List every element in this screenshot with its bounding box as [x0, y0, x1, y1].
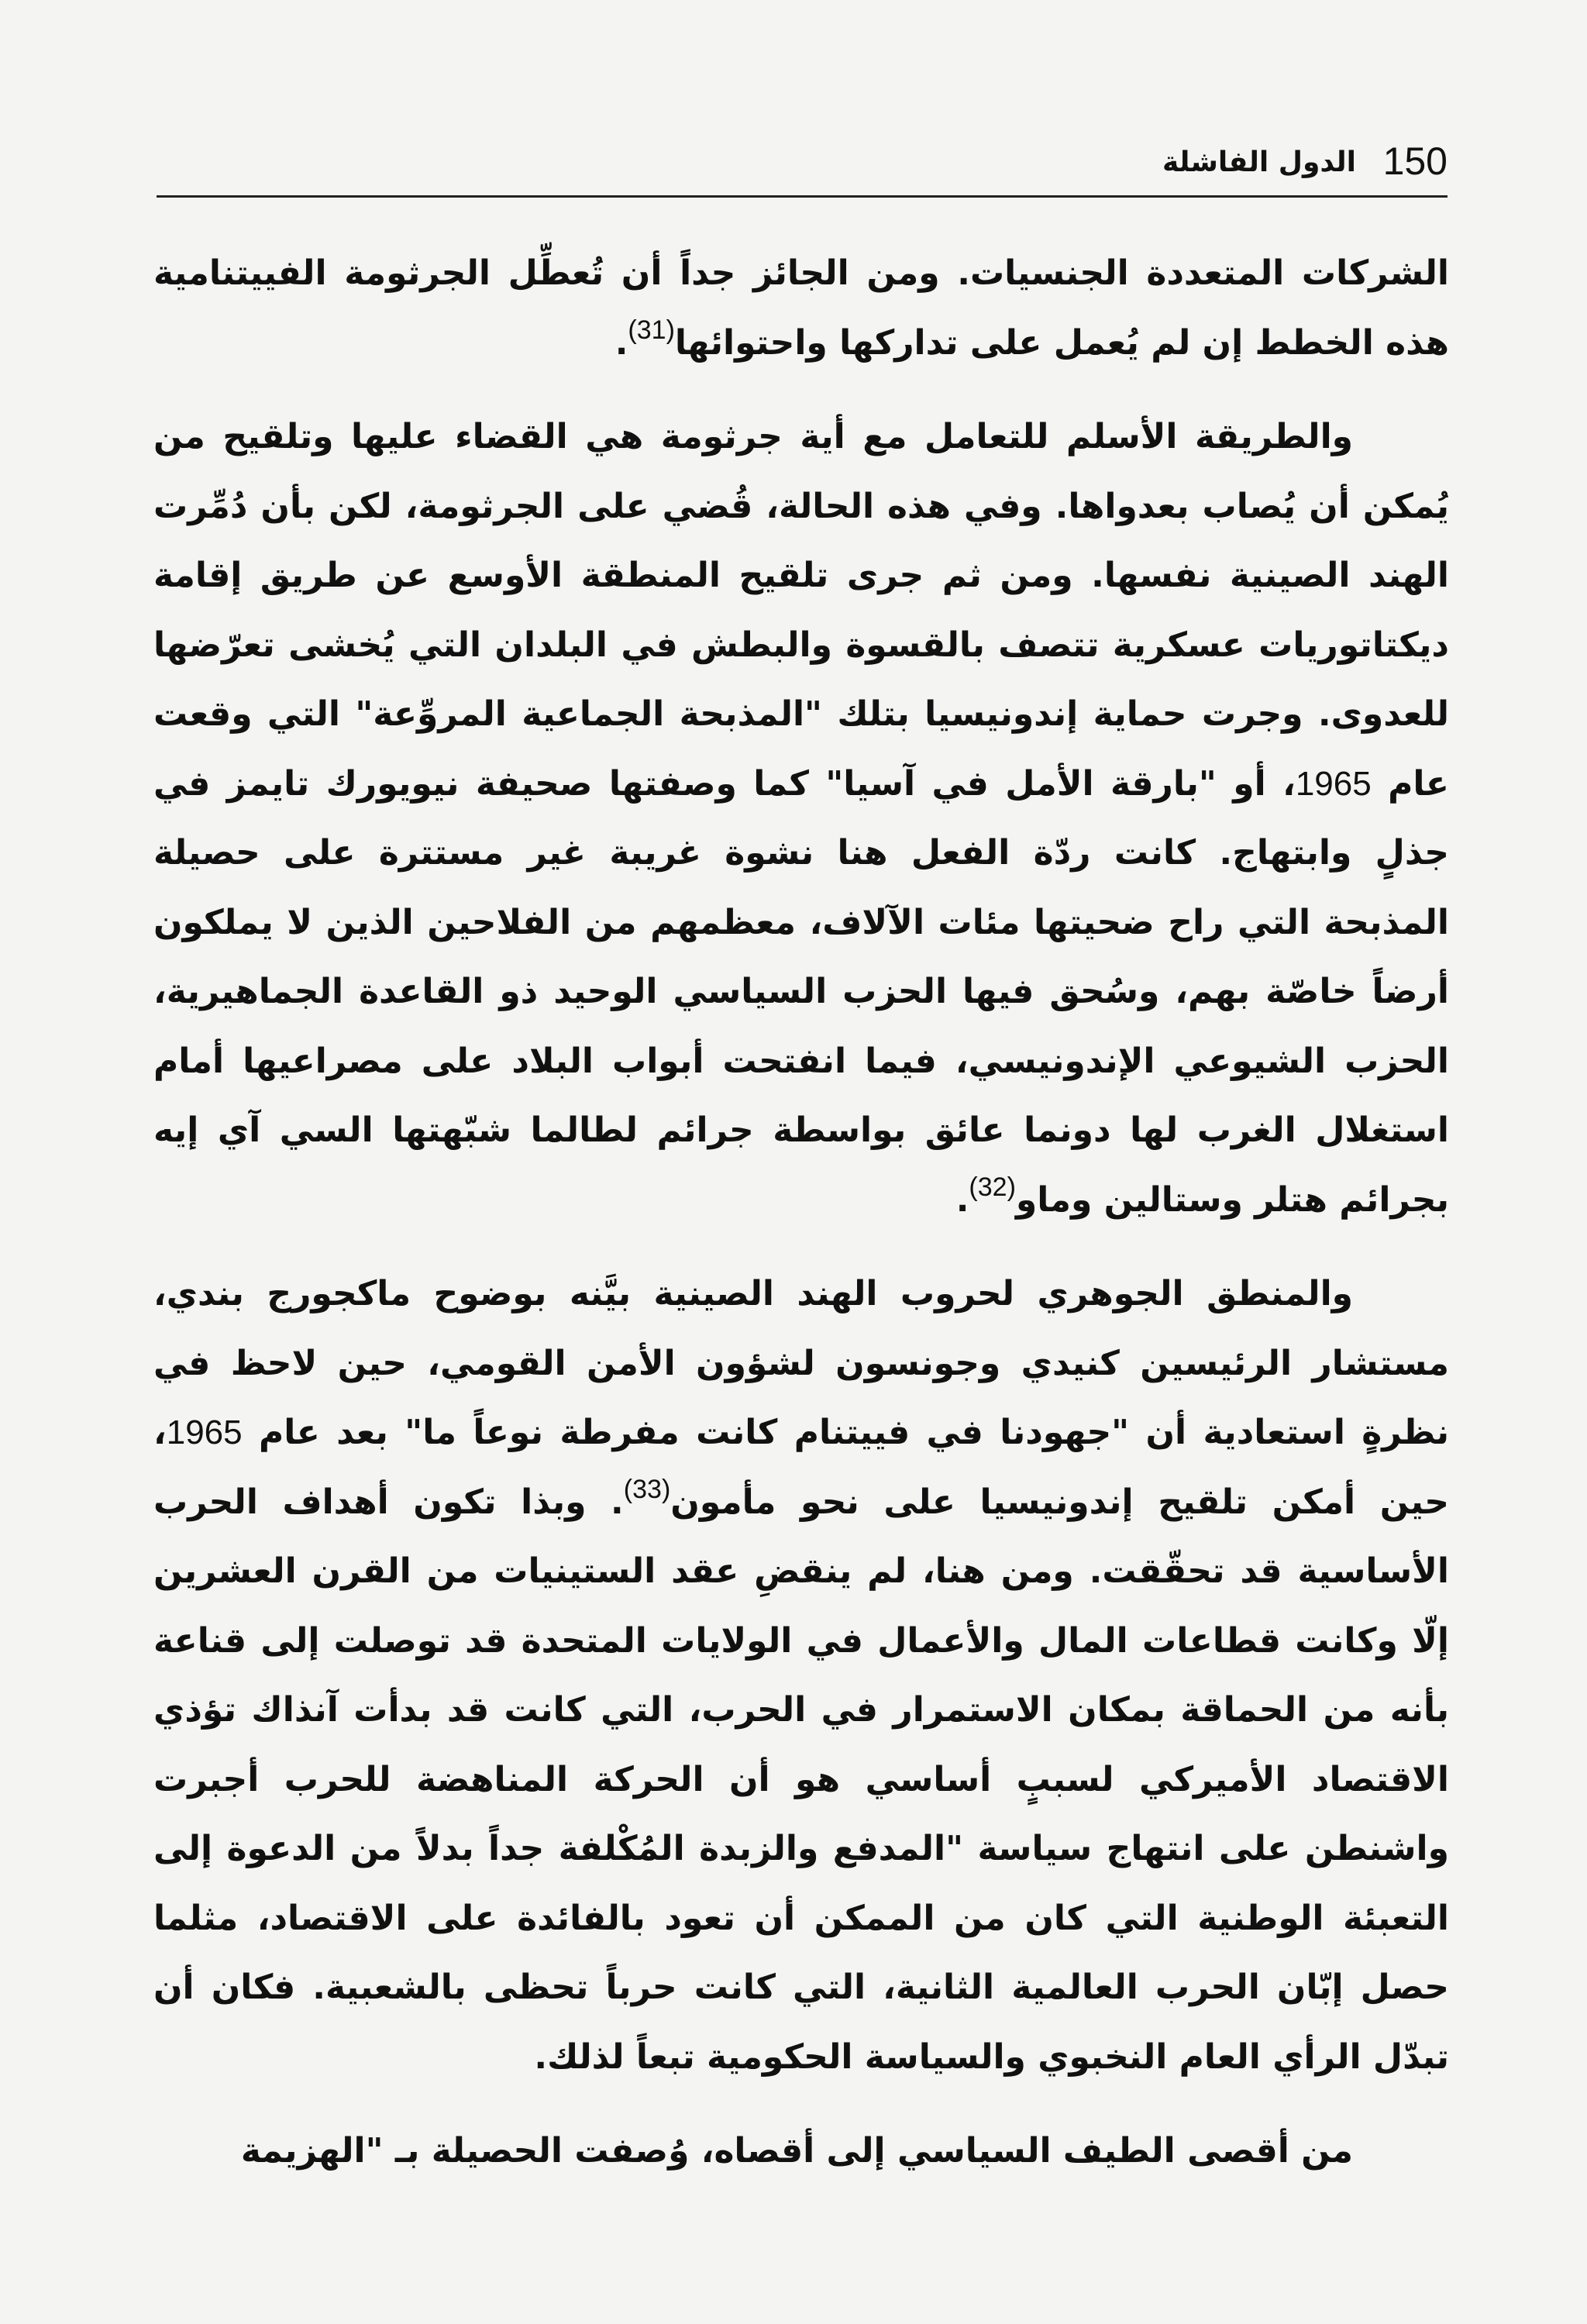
body-text: [153, 239, 1449, 2186]
paragraph: [153, 1259, 1449, 2092]
paragraph: [153, 2116, 1449, 2186]
paragraph-text: ، حين أمكن تلقيح إندونيسيا على نحو مأمون: [153, 1413, 1449, 1522]
paragraph: [153, 402, 1449, 1234]
running-title: الدول الفاشلة: [1162, 146, 1356, 178]
page-number: 150: [1382, 139, 1448, 183]
paragraph-text: .: [614, 322, 628, 363]
paragraph-text: في جذلٍ وابتهاج. كانت ردّة الفعل هنا نشوة غريبة غير مستترة على حصيلة المذبحة التي راح ضحيتها مئات الآلاف، معظمهم من الفلاحين الذين لا يملكون أرضاً خاصّة بهم، وسُحق فيها الحزب السياسي الوحيد ذو القاعدة الجماهيرية، الحزب الشيوعي الإندونيسي، فيما انفتحت أبواب البلاد على مصراعيها أمام استغلال الغرب لها دونما عائق بواسطة جرائم لطالما شبّهتها السي آي إيه بجرائم هتلر وستالين وماو: [153, 763, 1449, 1220]
paragraph-text: .: [955, 1179, 969, 1220]
header-rule: [157, 195, 1448, 198]
number-text: 1965: [1295, 764, 1372, 803]
footnote-marker: (32): [969, 1172, 1016, 1202]
paragraph-text: الشركات المتعددة الجنسيات. ومن الجائز جداً أن تُعطِّل الجرثومة الفييتنامية هذه الخطط إن لم يُعمل على تداركها واحتوائها: [153, 253, 1449, 363]
paragraph: [153, 239, 1449, 377]
paragraph-text: والمنطق الجوهري لحروب الهند الصينية بيَّنه بوضوح ماكجورج بندي، مستشار الرئيسين كنيدي وجونسون لشؤون الأمن القومي، حين لاحظ في نظرةٍ استعادية أن "جهودنا في فييتنام كانت مفرطة نوعاً ما" بعد عام: [153, 1274, 1449, 1452]
footnote-marker: (31): [628, 315, 675, 345]
emphasized-text: نيويورك تايمز: [226, 763, 460, 804]
page-header: [157, 138, 1448, 189]
paragraph-text: . وبذا تكون أهداف الحرب الأساسية قد تحقّقت. ومن هنا، لم ينقضِ عقد الستينيات من القرن العشرين إلّا وكانت قطاعات المال والأعمال في الولايات المتحدة قد توصلت إلى قناعة بأنه من الحماقة بمكان الاستمرار في الحرب، التي كانت قد بدأت آنذاك تؤذي الاقتصاد الأميركي لسببٍ أساسي هو أن الحركة المناهضة للحرب أجبرت واشنطن على انتهاج سياسة "المدفع والزبدة المُكْلفة جداً بدلاً من الدعوة إلى التعبئة الوطنية التي كان من الممكن أن تعود بالفائدة على الاقتصاد، مثلما حصل إبّان الحرب العالمية الثانية، التي كانت حرباً تحظى بالشعبية. فكان أن تبدّل الرأي العام النخبوي والسياسة الحكومية تبعاً لذلك.: [153, 1482, 1449, 2077]
number-text: 1965: [166, 1413, 243, 1451]
paragraph-text: والطريقة الأسلم للتعامل مع أية جرثومة هي القضاء عليها وتلقيح من يُمكن أن يُصاب بعدواها. وفي هذه الحالة، قُضي على الجرثومة، لكن بأن دُمِّرت الهند الصينية نفسها. ومن ثم جرى تلقيح المنطقة الأوسع عن طريق إقامة ديكتاتوريات عسكرية تتصف بالقسوة والبطش في البلدان التي يُخشى تعرّضها للعدوى. وجرت حماية إندونيسيا بتلك "المذبحة الجماعية المروِّعة" التي وقعت عام: [153, 417, 1449, 804]
footnote-marker: (33): [623, 1474, 671, 1504]
paragraph-text: ، أو "بارقة الأمل في آسيا" كما وصفتها صحيفة: [459, 763, 1296, 804]
paragraph-text: من أقصى الطيف السياسي إلى أقصاه، وُصفت الحصيلة بـ "الهزيمة: [240, 2131, 1353, 2171]
